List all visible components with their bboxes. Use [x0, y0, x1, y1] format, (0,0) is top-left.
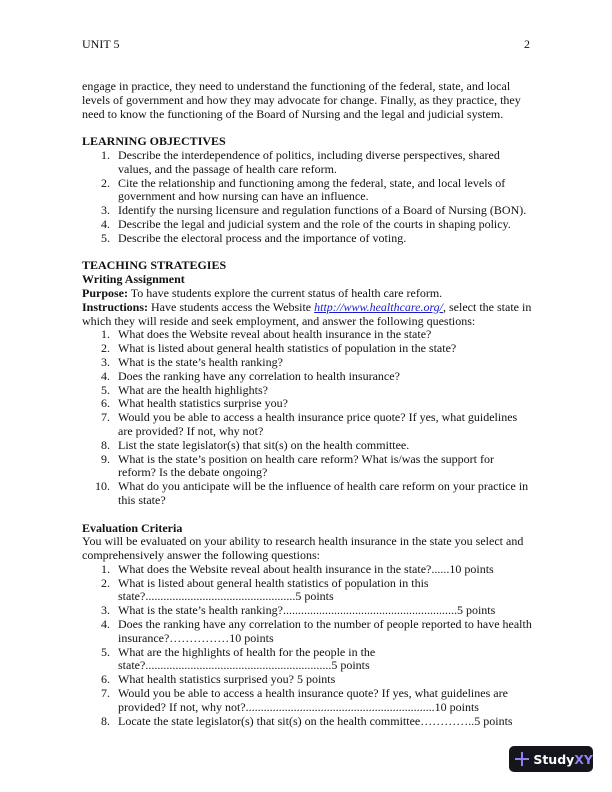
list-item: 1. What does the Website reveal about health insurance in the state? — [101, 327, 432, 342]
evaluation-criteria-heading: Evaluation Criteria — [82, 520, 183, 535]
list-item: 7. Would you be able to access a health insurance quote? If yes, what guidelines are provided? If not, why not?...............................................................10 points — [101, 686, 508, 714]
list-item: 5. What are the health highlights? — [101, 382, 268, 397]
running-head: UNIT 5 — [82, 37, 120, 51]
list-item: 8. List the state legislator(s) that sit(s) on the health committee. — [101, 437, 410, 452]
purpose-line: Purpose: To have students explore the current status of health care reform. — [82, 285, 443, 300]
brand-name: StudyXY — [533, 751, 593, 767]
page-header — [82, 37, 530, 51]
healthcare-website-link[interactable]: http://www.healthcare.org/ — [314, 299, 444, 314]
document-body — [82, 80, 532, 728]
list-item: 4. Does the ranking have any correlation to health insurance? — [101, 368, 400, 383]
list-item: 1. Describe the interdependence of politics, including diverse perspectives, shared values, and the passage of health care reform. — [101, 147, 500, 176]
learning-objectives-list — [82, 149, 532, 246]
list-item: 10. What do you anticipate will be the influence of health care reform on your practice in this state? — [95, 479, 529, 507]
list-item: 1. What does the Website reveal about health insurance in the state?......10 points — [101, 561, 494, 576]
list-item: 4. Describe the legal and judicial system and the role of the courts in shaping policy. — [101, 216, 511, 231]
list-item: 3. What is the state’s health ranking?..........................................................5 points — [101, 603, 496, 618]
list-item: 6. What health statistics surprise you? — [101, 396, 288, 411]
teaching-strategies-heading: TEACHING STRATEGIES — [82, 258, 227, 273]
learning-objectives-heading: LEARNING OBJECTIVES — [82, 134, 226, 149]
list-item: 7. Would you be able to access a health insurance price quote? If yes, what guidelines are provided? If not, why not? — [101, 410, 518, 438]
list-item: 5. What are the highlights of health for the people in the state?..............................................................5 points — [101, 644, 376, 673]
instructions-line: Instructions: Have students access the Website http://www.healthcare.org/, select the state in which they will reside and seek employment, and answer the following questions: — [82, 299, 532, 328]
list-item: 2. Cite the relationship and functioning among the federal, state, and local levels of government and how nursing can have an influence. — [101, 175, 506, 204]
evaluation-intro: You will be evaluated on your ability to research health insurance in the state you select and comprehensively answer the following questions: — [82, 534, 524, 563]
list-item: 8. Locate the state legislator(s) that sit(s) on the health committee…………..5 points — [101, 713, 513, 728]
list-item: 2. What is listed about general health statistics of population in the state? — [101, 341, 457, 356]
list-item: 2. What is listed about general health statistics of population in this state?..................................................5 points — [101, 575, 429, 604]
intro-paragraph: engage in practice, they need to understand the functioning of the federal, state, and local levels of government and how they may advocate for change. Finally, as they practice, they need to know the functioning of the Board of Nursing and the legal and judicial system. — [82, 79, 521, 121]
list-item: 6. What health statistics surprised you? 5 points — [101, 672, 336, 687]
page-number: 2 — [524, 37, 530, 51]
plus-icon — [515, 752, 527, 766]
studyxy-watermark-badge[interactable] — [509, 746, 593, 772]
evaluation-criteria-list — [82, 563, 532, 729]
assignment-questions-list — [82, 328, 532, 507]
list-item: 9. What is the state’s position on health care reform? What is/was the support for reform? Is the debate ongoing? — [101, 451, 495, 480]
list-item: 3. What is the state’s health ranking? — [101, 354, 283, 369]
list-item: 3. Identify the nursing licensure and regulation functions of a Board of Nursing (BON). — [101, 203, 527, 218]
writing-assignment-subheading: Writing Assignment — [82, 272, 185, 287]
list-item: 5. Describe the electoral process and the importance of voting. — [101, 230, 407, 245]
list-item: 4. Does the ranking have any correlation to the number of people reported to have health insurance?……………10 points — [101, 617, 532, 645]
